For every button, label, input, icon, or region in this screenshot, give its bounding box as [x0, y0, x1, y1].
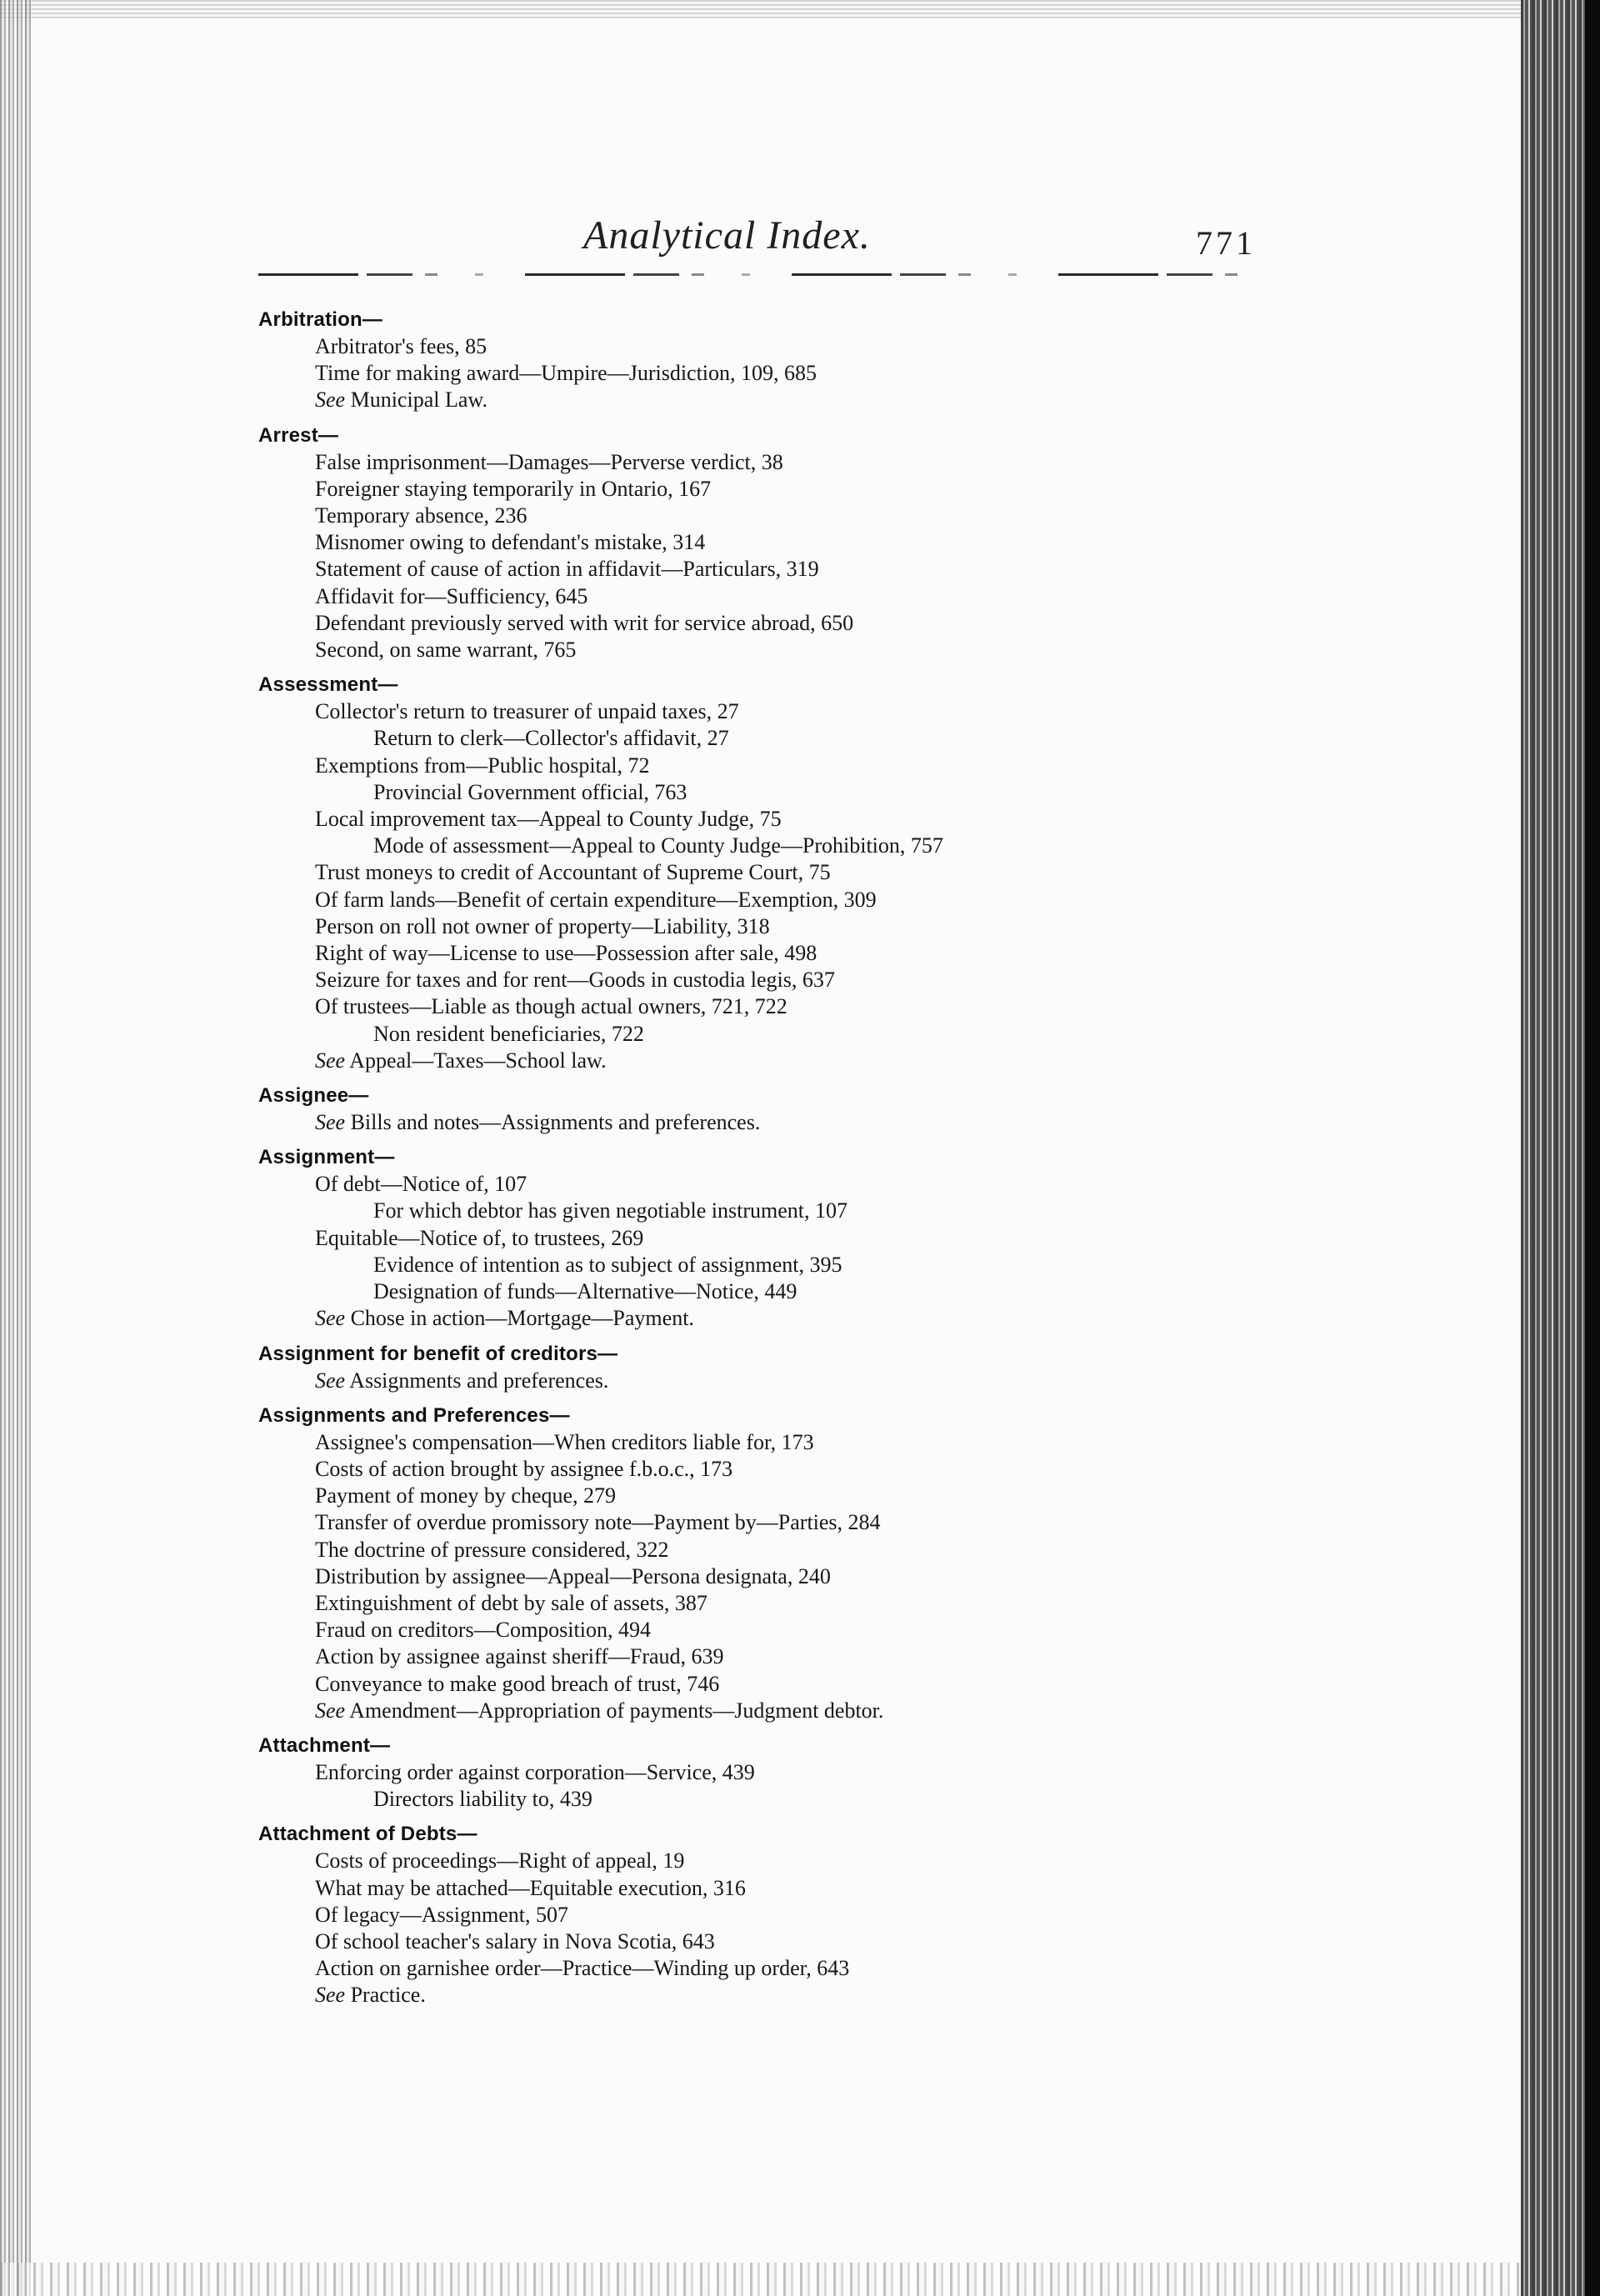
- cross-reference-line: [258, 1109, 1208, 1136]
- index-subentry: [258, 1171, 1208, 1198]
- subentry-text: Local improvement tax—Appeal to County Judge, 75: [315, 807, 782, 832]
- subentry-text: Directors liability to, 439: [373, 1787, 592, 1812]
- index-heading: Assignments and Preferences—: [258, 1403, 570, 1427]
- index-subentry: [258, 1021, 1208, 1048]
- index-entry: [258, 1341, 1208, 1394]
- subentry-text: Of farm lands—Benefit of certain expenditure—Exemption, 309: [315, 887, 877, 912]
- subentry-text: Designation of funds—Alternative—Notice, 449: [373, 1279, 798, 1304]
- index-subentry: [258, 529, 1208, 556]
- subentry-text: Action on garnishee order—Practice—Winding up order, 643: [315, 1956, 850, 1981]
- subentry-text: Non resident beneficiaries, 722: [373, 1021, 644, 1046]
- subentry-text: Assignments and preferences.: [349, 1368, 609, 1393]
- subentry-text: The doctrine of pressure considered, 322: [315, 1537, 669, 1562]
- index-subentry: [258, 583, 1208, 610]
- index-subentry: [258, 1483, 1208, 1509]
- scan-dark-border: [1585, 0, 1600, 2296]
- index-subentry: [258, 1902, 1208, 1928]
- see-label: See: [315, 1698, 346, 1723]
- subentry-text: Of trustees—Liable as though actual owners, 721, 722: [315, 994, 788, 1019]
- index-heading: Attachment—: [258, 1733, 391, 1757]
- cross-reference-line: [258, 1368, 1208, 1394]
- subentry-text: Defendant previously served with writ for service abroad, 650: [315, 610, 854, 635]
- index-subentry: [258, 725, 1208, 752]
- subentry-text: Trust moneys to credit of Accountant of Supreme Court, 75: [315, 860, 831, 885]
- index-subentry: [258, 887, 1208, 913]
- see-label: See: [315, 388, 346, 413]
- subentry-text: Foreigner staying temporarily in Ontario, 167: [315, 476, 712, 501]
- subentry-text: Affidavit for—Sufficiency, 645: [315, 583, 588, 608]
- subentry-text: Of school teacher's salary in Nova Scotia, 643: [315, 1928, 715, 1953]
- index-subentry: [258, 449, 1208, 476]
- index-subentry: [258, 1537, 1208, 1563]
- index-heading: Assignment—: [258, 1146, 395, 1169]
- running-title: Analytical Index.: [583, 213, 871, 258]
- subentry-text: Exemptions from—Public hospital, 72: [315, 753, 650, 778]
- index-subentry: [258, 1456, 1208, 1483]
- index-subentry: [258, 1590, 1208, 1617]
- index-subentry: [258, 1509, 1208, 1536]
- subentry-text: For which debtor has given negotiable instrument, 107: [373, 1198, 848, 1223]
- index-subentry: [258, 1198, 1208, 1224]
- subentry-text: What may be attached—Equitable execution, 316: [315, 1875, 746, 1900]
- scan-left-edge: [0, 0, 32, 2296]
- index-subentry: [258, 753, 1208, 779]
- subentry-text: Enforcing order against corporation—Service, 439: [315, 1759, 755, 1784]
- index-subentry: [258, 1252, 1208, 1278]
- index-heading: Assessment—: [258, 673, 398, 697]
- index-entry: [258, 307, 1208, 414]
- see-label: See: [315, 1048, 346, 1073]
- index-subentry: [258, 556, 1208, 583]
- subentry-text: Municipal Law.: [350, 388, 488, 413]
- index-subentry: [258, 1955, 1208, 1982]
- subentry-text: Conveyance to make good breach of trust, 746: [315, 1671, 720, 1696]
- index-subentry: [258, 476, 1208, 503]
- subentry-text: Action by assignee against sheriff—Fraud, 639: [315, 1644, 724, 1669]
- subentry-text: Person on roll not owner of property—Liability, 318: [315, 913, 770, 938]
- index-subentry: [258, 1875, 1208, 1902]
- index-heading: Attachment of Debts—: [258, 1823, 478, 1846]
- subentry-text: Transfer of overdue promissory note—Payment by—Parties, 284: [315, 1510, 881, 1535]
- subentry-text: Costs of proceedings—Right of appeal, 19: [315, 1848, 685, 1873]
- index-subentry: [258, 1563, 1208, 1590]
- index-subentry: [258, 1278, 1208, 1305]
- subentry-text: False imprisonment—Damages—Perverse verdict, 38: [315, 449, 783, 474]
- cross-reference-line: [258, 1305, 1208, 1332]
- subentry-text: Of legacy—Assignment, 507: [315, 1902, 569, 1927]
- see-label: See: [315, 1983, 346, 2008]
- subentry-text: Return to clerk—Collector's affidavit, 27: [373, 726, 729, 751]
- index-entry: [258, 1733, 1208, 1813]
- see-label: See: [315, 1306, 346, 1331]
- subentry-text: Collector's return to treasurer of unpaid taxes, 27: [315, 699, 739, 724]
- page-number: 771: [1196, 224, 1256, 262]
- index-entry: [258, 1083, 1208, 1136]
- subentry-text: Temporary absence, 236: [315, 503, 528, 528]
- subentry-text: Chose in action—Mortgage—Payment.: [350, 1306, 694, 1331]
- subentry-text: Fraud on creditors—Composition, 494: [315, 1618, 651, 1643]
- index-subentry: [258, 1786, 1208, 1813]
- index-subentry: [258, 1429, 1208, 1456]
- index-subentry: [258, 1928, 1208, 1955]
- index-subentry: [258, 333, 1208, 360]
- subentry-text: Equitable—Notice of, to trustees, 269: [315, 1225, 644, 1250]
- subentry-text: Of debt—Notice of, 107: [315, 1172, 528, 1197]
- cross-reference-line: [258, 1982, 1208, 2008]
- header-rule: [258, 273, 1242, 276]
- subentry-text: Provincial Government official, 763: [373, 779, 688, 804]
- index-subentry: [258, 637, 1208, 663]
- index-subentry: [258, 779, 1208, 806]
- index-heading: Assignee—: [258, 1084, 369, 1108]
- index-subentry: [258, 1643, 1208, 1670]
- index-subentry: [258, 1848, 1208, 1874]
- index-entry: [258, 1144, 1208, 1332]
- index-subentry: [258, 913, 1208, 940]
- index-heading: Assignment for benefit of creditors—: [258, 1342, 618, 1365]
- see-label: See: [315, 1110, 346, 1135]
- index-entry: [258, 423, 1208, 664]
- subentry-text: Payment of money by cheque, 279: [315, 1483, 617, 1508]
- index-subentry: [258, 1617, 1208, 1643]
- subentry-text: Mode of assessment—Appeal to County Judge—Prohibition, 757: [373, 833, 943, 858]
- see-label: See: [315, 1368, 346, 1393]
- index-heading: Arrest—: [258, 423, 339, 447]
- subentry-text: Second, on same warrant, 765: [315, 638, 577, 663]
- index-entry: [258, 1821, 1208, 2008]
- index-subentry: [258, 806, 1208, 833]
- subentry-text: Misnomer owing to defendant's mistake, 314: [315, 530, 706, 555]
- subentry-text: Distribution by assignee—Appeal—Persona designata, 240: [315, 1563, 831, 1588]
- index-subentry: [258, 967, 1208, 993]
- index-subentry: [258, 1225, 1208, 1252]
- index-entries: [258, 307, 1208, 2018]
- cross-reference-line: [258, 1048, 1208, 1074]
- subentry-text: Time for making award—Umpire—Jurisdiction, 109, 685: [315, 361, 818, 386]
- subentry-text: Right of way—License to use—Possession after sale, 498: [315, 941, 818, 966]
- subentry-text: Arbitrator's fees, 85: [315, 334, 488, 358]
- index-subentry: [258, 610, 1208, 637]
- scan-top-edge: [0, 0, 1521, 18]
- index-subentry: [258, 993, 1208, 1020]
- subentry-text: Evidence of intention as to subject of assignment, 395: [373, 1252, 842, 1277]
- subentry-text: Bills and notes—Assignments and preferences.: [350, 1110, 761, 1135]
- cross-reference-line: [258, 387, 1208, 413]
- subentry-text: Assignee's compensation—When creditors liable for, 173: [315, 1429, 814, 1454]
- index-subentry: [258, 503, 1208, 529]
- subentry-text: Costs of action brought by assignee f.b.o.c., 173: [315, 1456, 733, 1481]
- subentry-text: Practice.: [350, 1983, 426, 2008]
- index-subentry: [258, 859, 1208, 886]
- index-entry: [258, 1403, 1208, 1724]
- subentry-text: Amendment—Appropriation of payments—Judgment debtor.: [349, 1698, 884, 1723]
- index-subentry: [258, 1671, 1208, 1698]
- subentry-text: Seizure for taxes and for rent—Goods in custodia legis, 637: [315, 968, 835, 993]
- subentry-text: Extinguishment of debt by sale of assets, 387: [315, 1590, 708, 1615]
- index-subentry: [258, 698, 1208, 725]
- scan-bottom-edge: [0, 2263, 1521, 2296]
- index-subentry: [258, 940, 1208, 967]
- subentry-text: Appeal—Taxes—School law.: [349, 1048, 607, 1073]
- index-subentry: [258, 360, 1208, 387]
- subentry-text: Statement of cause of action in affidavit—Particulars, 319: [315, 557, 819, 582]
- index-entry: [258, 672, 1208, 1074]
- index-heading: Arbitration—: [258, 308, 383, 331]
- index-subentry: [258, 1759, 1208, 1786]
- cross-reference-line: [258, 1698, 1208, 1724]
- index-subentry: [258, 833, 1208, 859]
